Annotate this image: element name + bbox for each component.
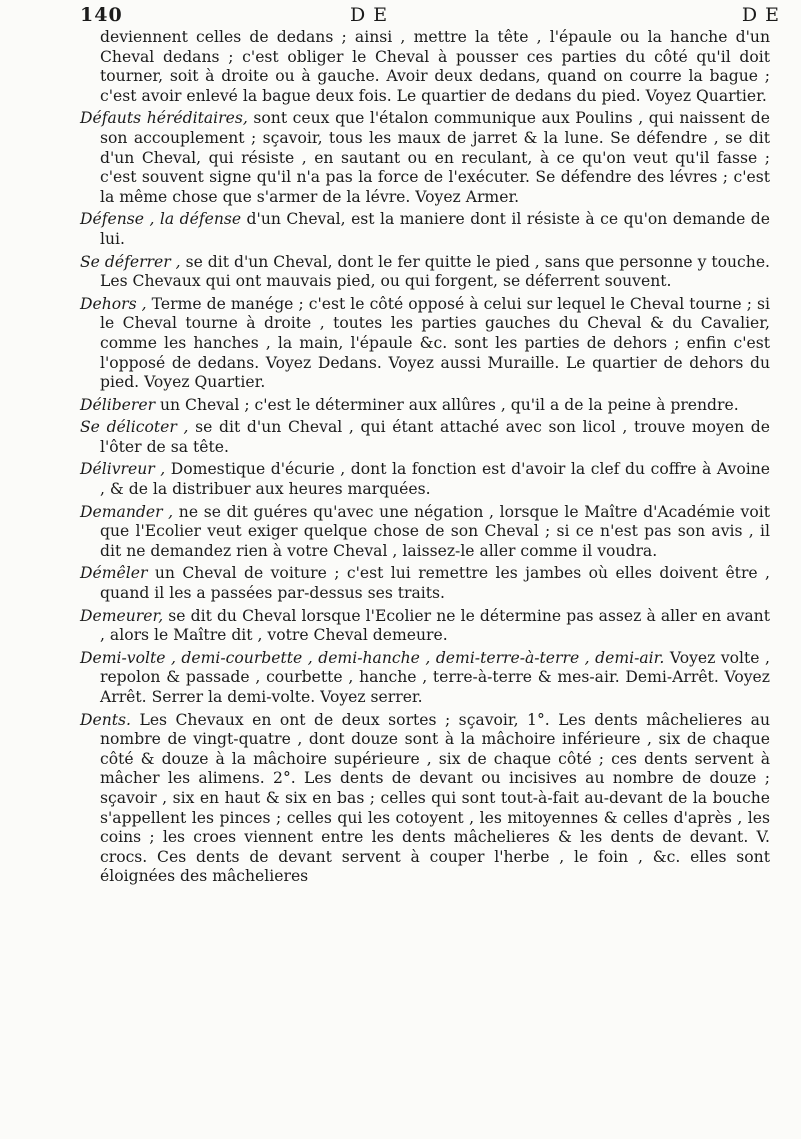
page-number: 140 (80, 4, 123, 26)
entry-delivreur: Délivreur , Domestique d'écurie , dont la fonction est d'avoir la clef du coffre à Avoine , & de la distribuer aux heures marquées. (80, 460, 770, 499)
entry-defense: Défense , la défense d'un Cheval, est la maniere dont il résiste à ce qu'on demande de lui. (80, 210, 770, 248)
header-letters-right: D E (741, 4, 780, 26)
dictionary-text (80, 28, 770, 890)
entry-deferrer: Se déferrer , se dit d'un Cheval, dont le fer quitte le pied , sans que personne y touche. Les Chevaux qui ont mauvais pied, ou qui forgent, se déferrent souvent. (80, 252, 771, 291)
entry-demi-volte: Demi-volte , demi-courbette , demi-hanche , demi-terre-à-terre , demi-air. Voyez volte , repolon & passade , courbette , hanche , terre-à-terre & mes-air. Demi-Arrêt. Voyez Arrêt. Serrer la demi-volte. Voyez serrer. (80, 648, 770, 706)
entry-dehors: Dehors , Terme de manége ; c'est le côté opposé à celui sur lequel le Cheval tourne ; si le Cheval tourne à droite , toutes les parties gauches du Cheval & du Cavalier, comme les hanches , la main, l'épaule &c. sont les parties de dehors ; enfin c'est l'opposé de dedans. Voyez Dedans. Voyez aussi Muraille. Le quartier de dehors du pied. Voyez Quartier. (80, 294, 770, 392)
entry-demeurer: Demeurer, se dit du Cheval lorsque l'Ecolier ne le détermine pas assez à aller en avant , alors le Maître dit , votre Cheval demeure. (80, 606, 770, 645)
entry-demander: Demander , ne se dit guéres qu'avec une négation , lorsque le Maître d'Académie voit que l'Ecolier veut exiger quelque chose de son Cheval ; si ce n'est pas son avis , il dit ne demandez rien à votre Cheval , laissez-le aller comme il voudra. (80, 502, 770, 560)
running-header (80, 4, 780, 30)
entry-deliberer: Déliberer un Cheval ; c'est le déterminer aux allûres , qu'il a de la peine à prendre. (80, 395, 739, 414)
entry-demeler: Démêler un Cheval de voiture ; c'est lui remettre les jambes où elles doivent être , quand il les a passées par-dessus ses traits. (80, 564, 770, 603)
entry-defauts: Défauts héréditaires, sont ceux que l'étalon communique aux Poulins , qui naissent de son accouplement ; sçavoir, tous les maux de jarret & la lune. Se défendre , se dit d'un Cheval, qui résiste , en sautant ou en reculant, à ce qu'on veut qu'il fasse ; c'est souvent signe qu'il n'a pas la force de l'exécuter. Se défendre des lévres ; c'est la même chose que s'armer de la lévre. Voyez Armer. (80, 109, 770, 206)
entry-dents: Dents. Les Chevaux en ont de deux sortes ; sçavoir, 1°. Les dents mâchelieres au nombre de vingt-quatre , dont douze sont à la mâchoire inférieure , six de chaque côté & douze à la mâchoire supérieure , six de chaque côté ; ces dents servent à mâcher les alimens. 2°. Les dents de devant ou incisives au nombre de douze ; sçavoir , six en haut & six en bas ; celles qui sont tout-à-fait au-devant de la bouche s'appellent les pinces ; celles qui les cotoyent , les mitoyennes & celles d'après , les coins ; les croes viennent entre les dents mâchelieres & les dents de devant. V. crocs. Ces dents de devant servent à couper l'herbe , le foin , &c. elles sont éloignées des mâchelieres (80, 710, 770, 886)
entry-continued: deviennent celles de dedans ; ainsi , mettre la tête , l'épaule ou la hanche d'un Cheval dedans ; c'est obliger le Cheval à pousser ces parties du côté qu'il doit tourner, soit à droite ou à gauche. Avoir deux dedans, quand on courre la bague ; c'est avoir enlevé la bague deux fois. Le quartier de dedans du pied. Voyez Quartier. (100, 28, 770, 105)
header-letters-left: D E (350, 4, 389, 26)
entry-delicoter: Se délicoter , se dit d'un Cheval , qui étant attaché avec son licol , trouve moyen de l'ôter de sa tête. (80, 418, 770, 456)
